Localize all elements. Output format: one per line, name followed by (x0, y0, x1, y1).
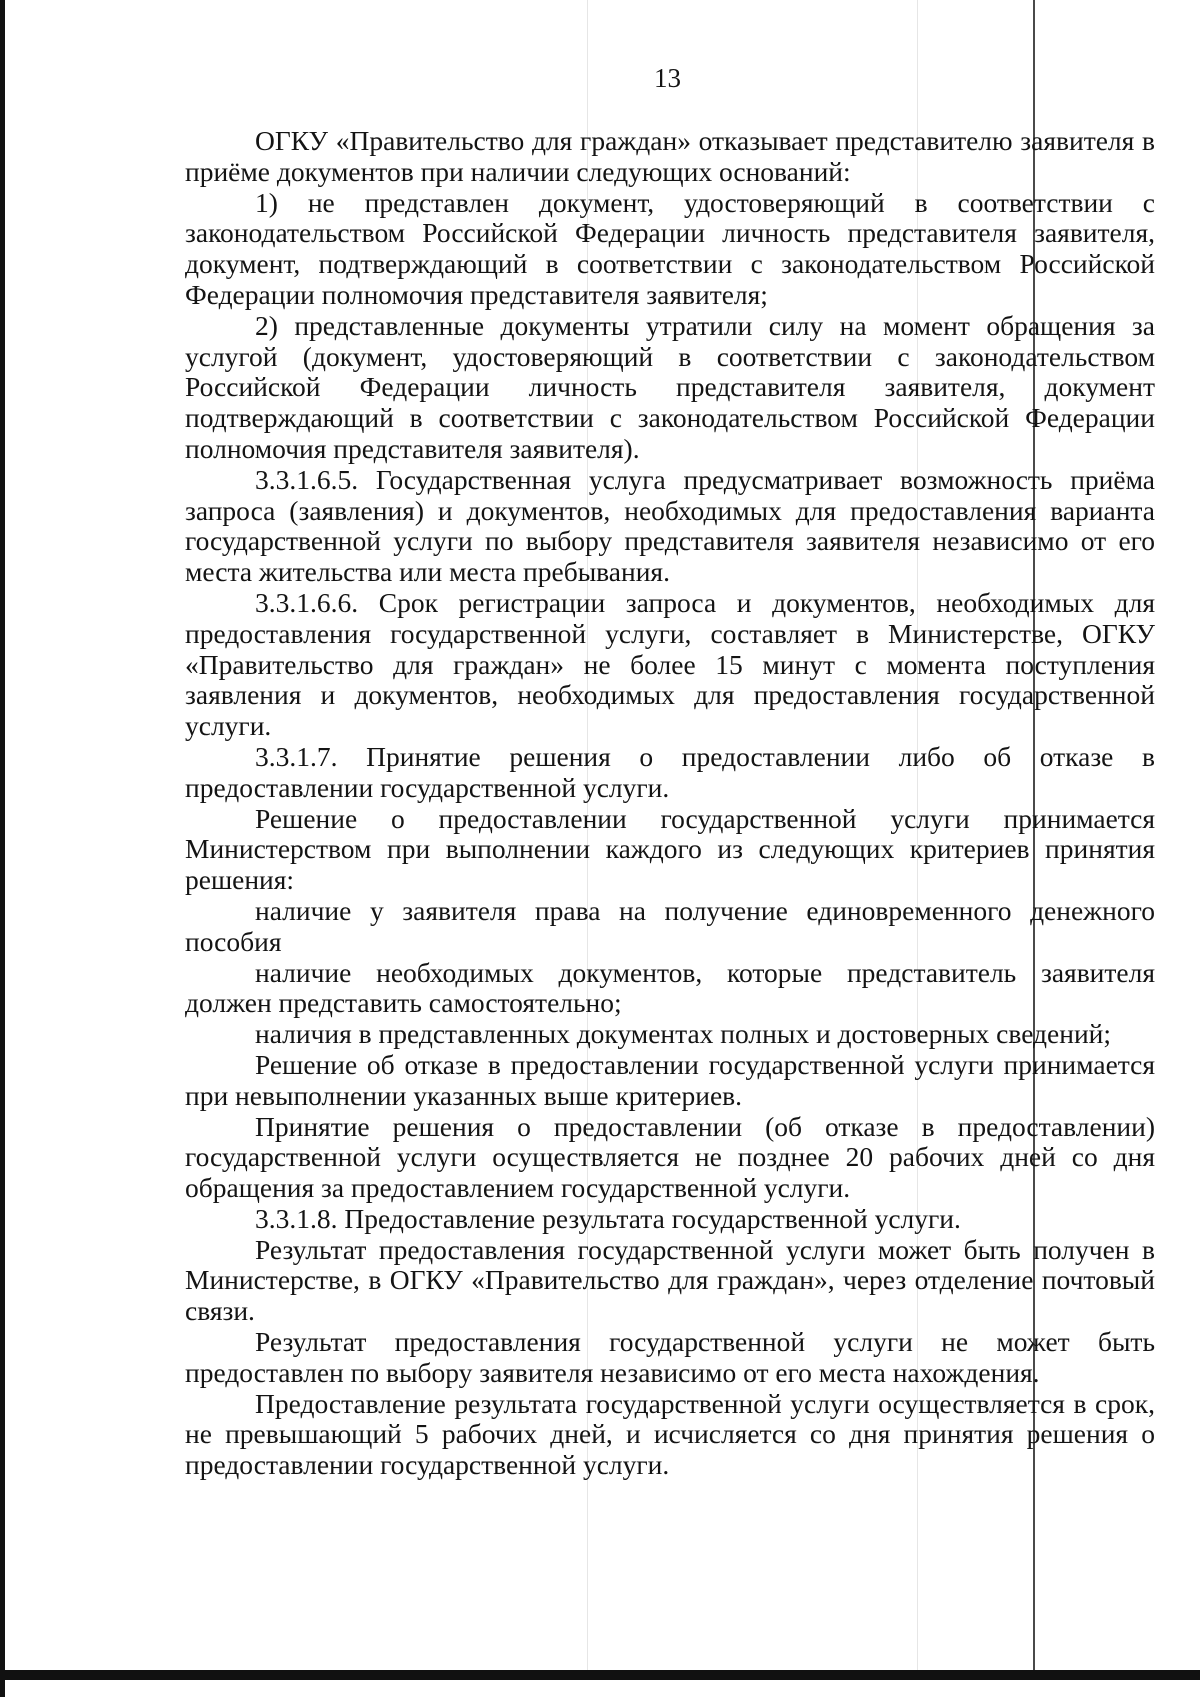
page-number: 13 (654, 63, 681, 93)
paragraph-refusal-ground-1: 1) не представлен документ, удостоверяющий в соответствии с законодательством Российской Федерации личность представителя заявителя, документ, подтверждающий в соответствии с законодательством Российской Федерации полномочия представителя заявителя; (185, 186, 1155, 310)
paragraph-result-deadline: Предоставление результата государственной услуги осуществляется в срок, не превышающий 5 рабочих дней, и исчисляется со дня принятия решения о предоставлении государственной услуги. (185, 1387, 1155, 1481)
paragraph-refusal-decision: Решение об отказе в предоставлении государственной услуги принимается при невыполнении указанных выше критериев. (185, 1048, 1155, 1111)
paragraph-3-3-1-7: 3.3.1.7. Принятие решения о предоставлении либо об отказе в предоставлении государственной услуги. (185, 740, 1155, 803)
document-body (185, 126, 1155, 1481)
paragraph-criterion-3: наличия в представленных документах полных и достоверных сведений; (255, 1018, 1112, 1050)
paragraph-refusal-grounds-intro: ОГКУ «Правительство для граждан» отказывает представителю заявителя в приёме документов при наличии следующих оснований: (185, 125, 1155, 187)
paragraph-criterion-2: наличие необходимых документов, которые представитель заявителя должен представить самостоятельно; (185, 956, 1155, 1019)
paragraph-result-location: Результат предоставления государственной услуги не может быть предоставлен по выбору заявителя независимо от его места нахождения. (185, 1326, 1155, 1388)
scan-edge-left (0, 0, 5, 1697)
paragraph-refusal-ground-2: 2) представленные документы утратили силу на момент обращения за услугой (документ, удостоверяющий в соответствии с законодательством Российской Федерации личность представителя заявителя, документ подтверждающий в соответствии с законодательством Российской Федерации полномочия представителя заявителя). (185, 309, 1155, 464)
paragraph-3-3-1-6-5: 3.3.1.6.5. Государственная услуга предусматривает возможность приёма запроса (заявления) и документов, необходимых для предоставления варианта государственной услуги по выбору представителя заявителя независимо от его места жительства или места пребывания. (185, 463, 1155, 588)
scan-edge-bottom (0, 1670, 1200, 1680)
paragraph-criterion-1: наличие у заявителя права на получение единовременного денежного пособия (185, 894, 1155, 957)
paragraph-decision-deadline: Принятие решения о предоставлении (об отказе в предоставлении) государственной услуги осуществляется не позднее 20 рабочих дней со дня обращения за предоставлением государственной услуги. (185, 1110, 1155, 1204)
paragraph-decision-criteria-intro: Решение о предоставлении государственной услуги принимается Министерством при выполнении каждого из следующих критериев принятия решения: (185, 802, 1155, 896)
paragraph-result-delivery: Результат предоставления государственной услуги может быть получен в Министерстве, в ОГКУ «Правительство для граждан», через отделение почтовый связи. (185, 1233, 1155, 1327)
paragraph-3-3-1-8: 3.3.1.8. Предоставление результата государственной услуги. (255, 1202, 961, 1234)
paragraph-3-3-1-6-6: 3.3.1.6.6. Срок регистрации запроса и документов, необходимых для предоставления государственной услуги, составляет в Министерстве, ОГКУ «Правительство для граждан» не более 15 минут с момента поступления заявления и документов, необходимых для предоставления государственной услуги. (185, 586, 1155, 742)
